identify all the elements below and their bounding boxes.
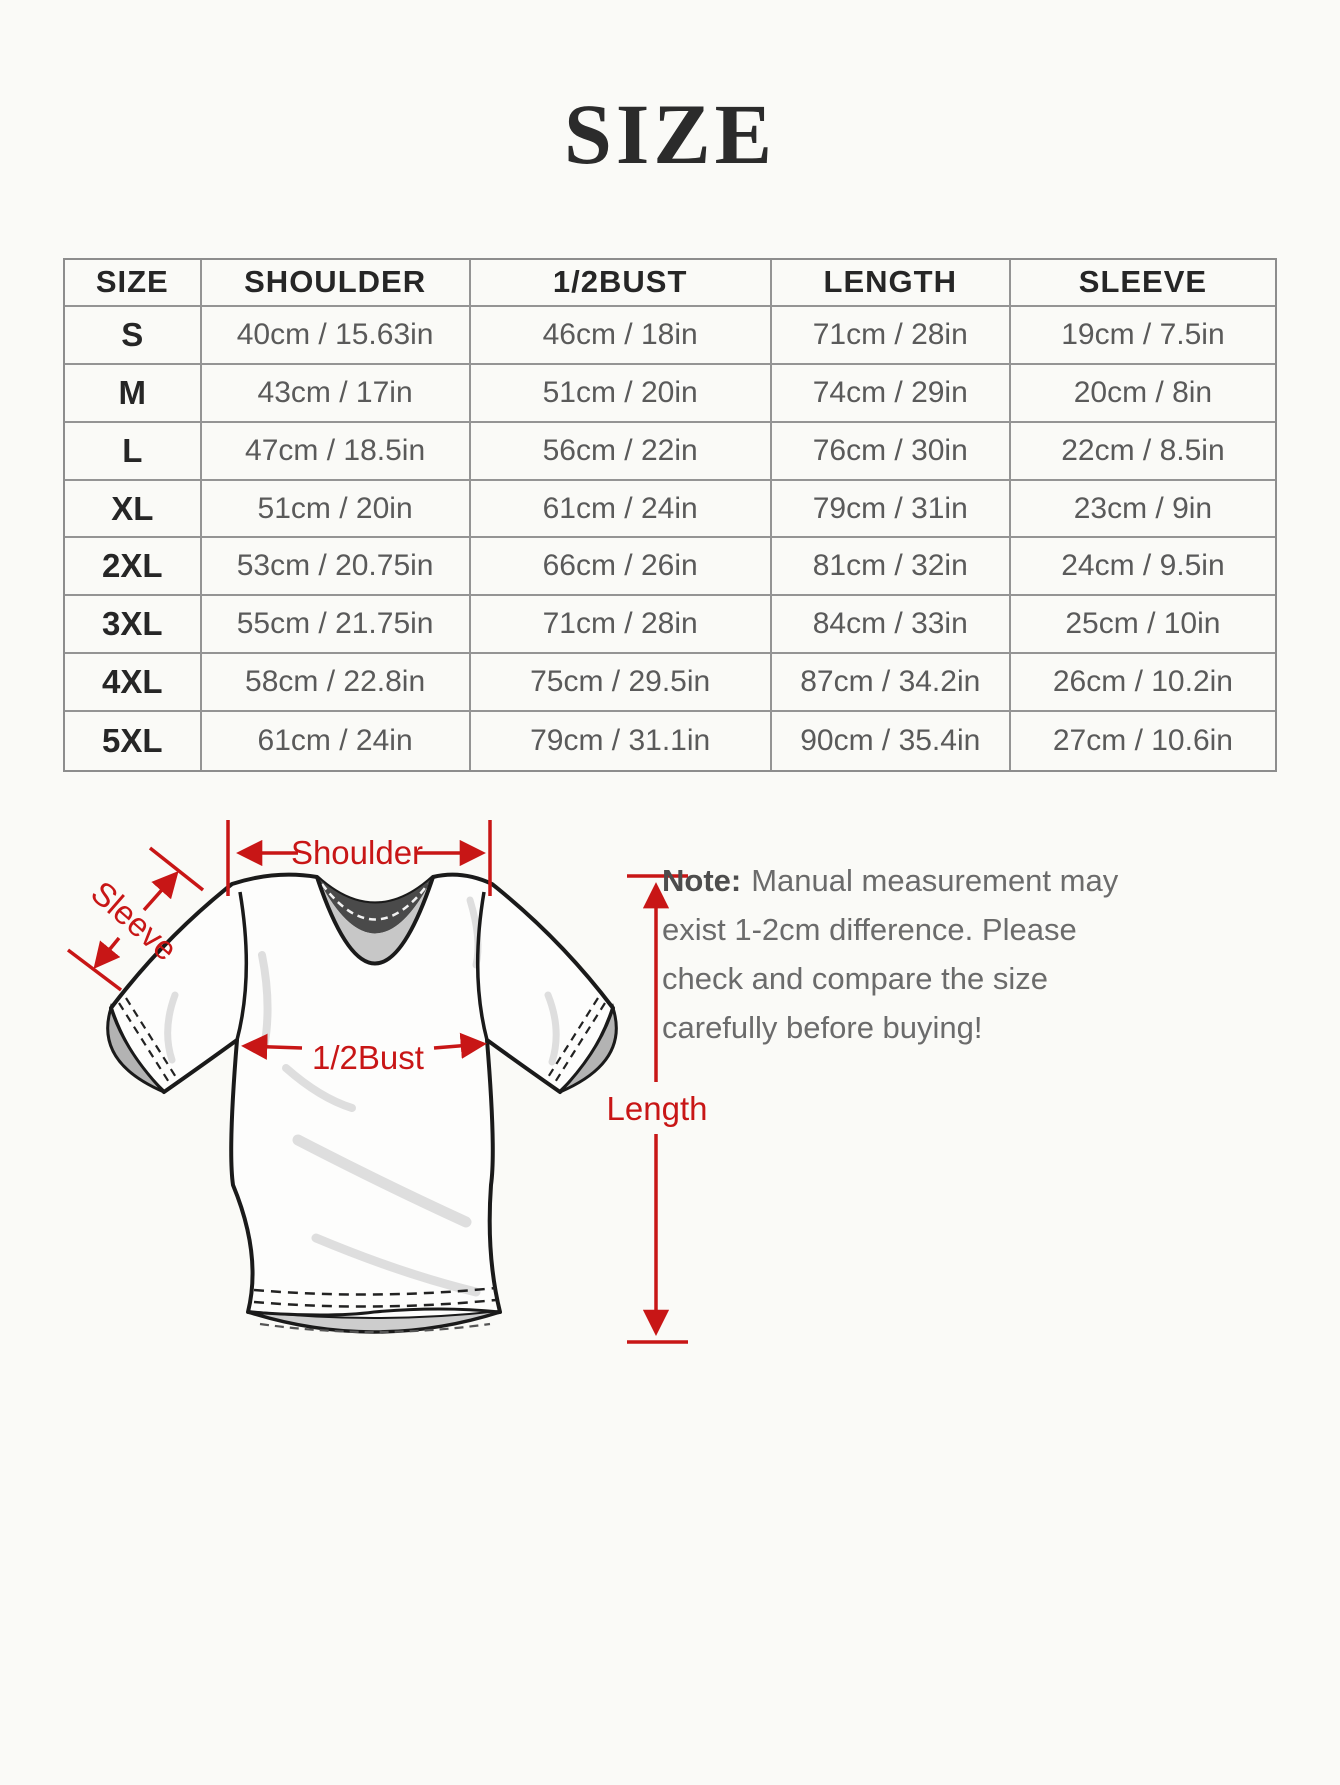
note-line-4: carefully before buying! [662, 1010, 983, 1045]
measurement-cell: 27cm / 10.6in [1052, 724, 1233, 758]
size-cell: L [65, 423, 202, 481]
measurement-cell: 84cm / 33in [772, 596, 1011, 654]
note-prefix: Note: [662, 863, 742, 898]
note-line-3: check and compare the size [662, 961, 1048, 996]
measurement-cell: 23cm / 9in [1011, 481, 1275, 539]
measurement-cell: 55cm / 21.75in [202, 596, 471, 654]
measurement-cell: 74cm / 29in [772, 365, 1011, 423]
column-header-size: SIZE [65, 260, 202, 307]
measurement-cell: 87cm / 34.2in [772, 654, 1011, 712]
measurement-cell: 47cm / 18.5in [202, 423, 471, 481]
measurement-cell: 71cm / 28in [471, 596, 772, 654]
size-cell: M [65, 365, 202, 423]
measurement-cell: 40cm / 15.63in [202, 307, 471, 365]
column-header-shoulder: SHOULDER [202, 260, 471, 307]
measurement-cell: 56cm / 22in [471, 423, 772, 481]
measurement-cell: 51cm / 20in [202, 481, 471, 539]
column-header-sleeve: SLEEVE [1011, 260, 1275, 307]
size-table [63, 258, 1277, 772]
measurement-cell: 58cm / 22.8in [202, 654, 471, 712]
page-title: SIZE [563, 86, 777, 182]
measurement-cell: 43cm / 17in [202, 365, 471, 423]
measurement-cell: 24cm / 9.5in [1011, 538, 1275, 596]
size-cell: 2XL [65, 538, 202, 596]
measurement-cell: 71cm / 28in [772, 307, 1011, 365]
note-line-2: exist 1-2cm difference. Please [662, 912, 1077, 947]
measurement-cell: 46cm / 18in [471, 307, 772, 365]
size-cell: XL [65, 481, 202, 539]
measurement-cell: 90cm / 35.4in [772, 712, 1011, 770]
measurement-cell: 26cm / 10.2in [1011, 654, 1275, 712]
size-cell: S [65, 307, 202, 365]
measurement-cell: 81cm / 32in [772, 538, 1011, 596]
measurement-cell: 79cm / 31in [772, 481, 1011, 539]
measurement-cell: 61cm / 24in [202, 712, 471, 770]
size-cell: 4XL [65, 654, 202, 712]
note-text [662, 856, 1162, 1052]
measurement-cell: 79cm / 31.1in [471, 712, 772, 770]
length-label: Length [606, 1090, 708, 1127]
measurement-cell: 20cm / 8in [1011, 365, 1275, 423]
bust-label: 1/2Bust [312, 1039, 424, 1076]
size-cell: 3XL [65, 596, 202, 654]
note-line-1: Manual measurement may [751, 863, 1119, 898]
measurement-cell: 53cm / 20.75in [202, 538, 471, 596]
tshirt-outline [108, 875, 617, 1332]
measurement-cell: 22cm / 8.5in [1011, 423, 1275, 481]
measurement-cell: 76cm / 30in [772, 423, 1011, 481]
column-header-bust: 1/2BUST [471, 260, 772, 307]
shoulder-label: Shoulder [290, 834, 424, 871]
sleeve-label: Sleeve [84, 873, 185, 968]
measurement-cell: 25cm / 10in [1011, 596, 1275, 654]
measurement-cell: 66cm / 26in [471, 538, 772, 596]
size-cell: 5XL [65, 712, 202, 770]
measurement-cell: 75cm / 29.5in [471, 654, 772, 712]
measurement-cell: 61cm / 24in [471, 481, 772, 539]
column-header-length: LENGTH [772, 260, 1011, 307]
measurement-cell: 19cm / 7.5in [1011, 307, 1275, 365]
measurement-cell: 51cm / 20in [471, 365, 772, 423]
